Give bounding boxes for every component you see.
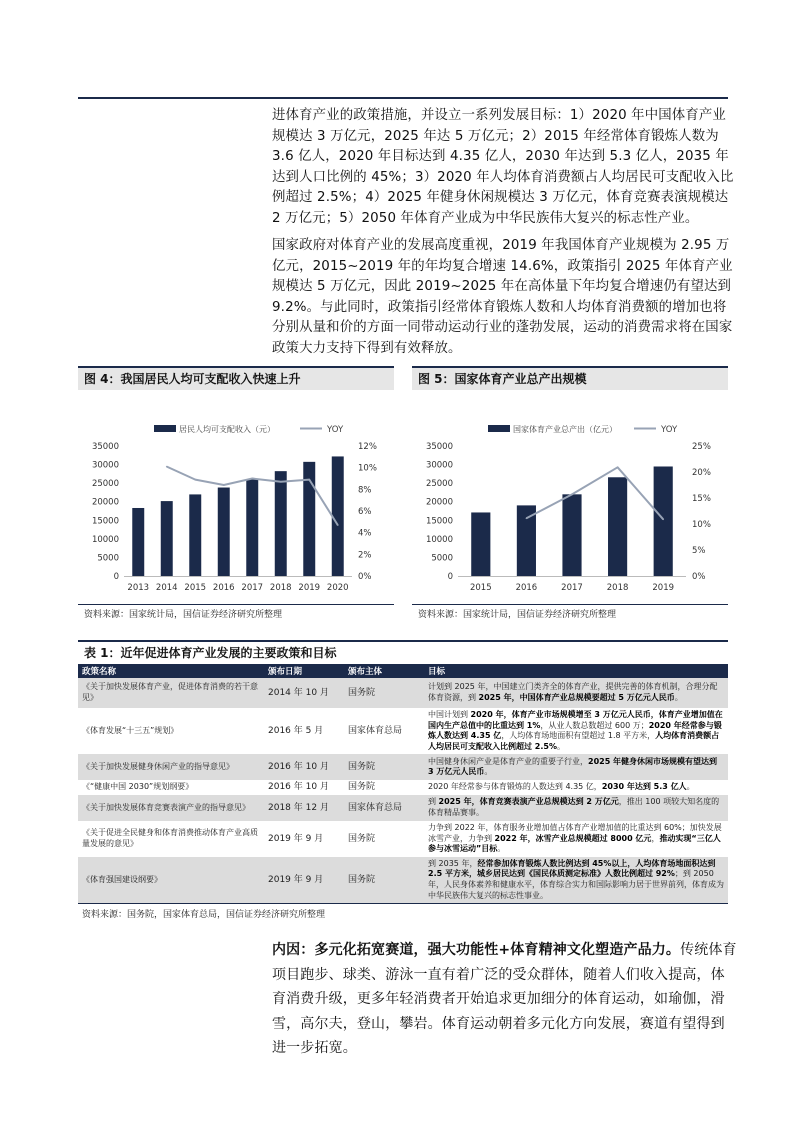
figure-4-chart [78,390,394,600]
bar [189,494,201,576]
bar [608,477,627,576]
x-tick-label: 2015 [469,583,492,593]
bar [161,501,173,576]
y-left-tick-label: 35000 [425,442,453,452]
goal-cell [424,754,728,780]
bottom-paragraph-body: 传统体育项目跑步、球类、游泳一直有着广泛的受众群体，随着人们收入提高，体育消费升级，更多年轻消费者开始追求更加细分的体育运动，如瑜伽，滑雪，高尔夫，登山，攀岩。体育运动朝着多元化方向发展，赛道有望得到进一步拓宽。 [272,942,737,1056]
y-left-tick-label: 20000 [425,497,453,508]
x-tick-label: 2019 [652,583,675,593]
y-left-tick-label: 10000 [425,534,453,545]
x-tick-label: 2018 [269,583,292,593]
goal-text: 到 [428,797,439,807]
table-source: 资料来源：国务院，国家体育总局，国信证券经济研究所整理 [78,903,728,923]
policy-paragraph: 国家政府对体育产业的发展高度重视，2019 年我国体育产业规模为 2.95 万亿元，2015~2019 年的年均复合增速 14.6%，政策指引 2025 年体育产业规模达 5 万亿元，因此 2019~2025 年在高体量下年均复合增速仍有望达到 9.2%。与此同时，政策指引经常体育锻炼人数和人均体育消费额的增加也将分别从量和价的方面一同带动运动行业的蓬勃发展，运动的消费需求将在国家政策大力支持下得到有效释放。 [272,238,733,356]
yoy-point [617,467,619,469]
policy-name-cell: 《关于加快发展体育产业，促进体育消费的若干意见》 [78,678,264,708]
issuer-cell: 国家体育总局 [348,725,403,736]
x-tick-label: 2016 [212,583,235,593]
header-issuer: 颁布主体 [344,664,424,678]
bar [332,456,344,576]
y-right-tick-label: 12% [358,442,377,452]
yoy-point [571,494,573,496]
bar [275,471,287,576]
policy-name-cell: 《关于促进全民健身和体育消费推动体育产业高质量发展的意见》 [82,828,258,848]
y-right-tick-label: 10% [358,463,377,474]
x-tick-label: 2018 [606,583,629,593]
bar [218,488,230,576]
goal-text: 。 [556,741,565,751]
bottom-paragraph [272,938,738,1061]
y-right-tick-label: 8% [358,485,372,496]
x-tick-label: 2013 [127,583,150,593]
bottom-paragraph-lead: 内因：多元化拓宽赛道，强大功能性+体育精神文化塑造产品力。 [272,942,681,958]
x-tick-label: 2016 [515,583,538,593]
goal-text: 2020 年经常参与体育锻炼的人数达到 4.35 亿， [428,782,602,792]
y-right-tick-label: 4% [358,528,372,539]
goal-text: ，从业人数总数超过 600 万； [540,720,649,730]
legend-bar-swatch [488,425,510,432]
goal-text: 到 2035 年， [428,858,478,868]
y-left-tick-label: 25000 [425,479,453,490]
y-left-tick-label: 0 [447,572,453,582]
date-cell: 2016 年 10 月 [264,754,344,780]
figure-5-chart [412,390,728,600]
goal-cell [424,708,728,754]
goal-highlight: 人均体育消费额占人均居民可支配收入比例超过 2.5% [428,731,720,751]
header-goal: 目标 [424,664,728,678]
bar [654,466,673,576]
x-tick-label: 2020 [326,583,349,593]
goal-text: 计划到 2025 年，中国建立门类齐全的体育产业，提供完善的体育机制，合理分配体育资源，到 [428,682,718,702]
policy-name-cell: 《关于加快发展健身休闲产业的指导意见》 [78,754,264,780]
goal-cell [424,678,728,708]
policy-name-cell: 《“健康中国 2030”规划纲要》 [82,782,194,792]
issuer-cell: 国务院 [344,857,424,903]
issuer-cell: 国家体育总局 [344,795,424,821]
intro-paragraph: 进体育产业的政策措施，并设立一系列发展目标：1）2020 年中国体育产业规模达 3 万亿元，2025 年达 5 万亿元；2）2015 年经常体育锻炼人数为 3.6 亿人，2020 年目标达到 4.35 亿人，2030 年达到 5.3 亿人，2035 年达到人口比例的 45%；3）2020 年人均体育消费额占人均居民可支配收入比例超过 2.5%；4）2025 年健身休闲规模达 3 万亿元，体育竞赛表演规模达 2 万亿元；5）2050 年体育产业成为中华民族伟大复兴的标志性产业。 [272,108,734,226]
header-date: 颁布日期 [264,664,344,678]
table-row [78,857,728,903]
x-tick-label: 2015 [184,583,207,593]
goal-cell [424,795,728,821]
header-policy-name: 政策名称 [78,664,264,678]
y-right-tick-label: 10% [692,520,711,530]
y-left-tick-label: 30000 [91,460,119,471]
bar [471,512,490,576]
table-row [78,821,728,857]
yoy-point [662,519,664,521]
goal-text: 中国计划到 [428,710,471,719]
y-left-tick-label: 25000 [91,479,119,490]
date-cell: 2019 年 9 月 [264,857,344,903]
goal-text: 。 [686,782,695,792]
y-left-tick-label: 10000 [91,534,119,545]
y-left-tick-label: 15000 [425,516,453,527]
yoy-point [308,479,310,481]
goal-cell [424,821,728,857]
y-left-tick-label: 35000 [91,442,119,452]
issuer-cell: 国务院 [344,754,424,780]
bar [517,505,536,576]
policy-name-cell: 《体育发展“十三五”规划》 [82,725,179,735]
goal-highlight: 2030 年达到 5.3 亿人 [601,782,687,792]
table-row [78,780,728,795]
goal-highlight: 经常参加体育锻炼人数比例达到 45%以上，人均体育场地面积达到 2.5 平方米，城乡居民达到《国民体质测定标准》人数比例超过 92% [428,858,716,879]
table-row [78,708,728,754]
x-tick-label: 2017 [241,583,264,593]
y-left-tick-label: 5000 [431,553,453,564]
figure-5-source: 资料来源：国家统计局，国信证券经济研究所整理 [418,610,617,620]
y-right-tick-label: 0% [692,572,706,582]
yoy-line [526,467,663,519]
y-right-tick-label: 5% [692,546,706,556]
issuer-cell: 国务院 [348,833,376,844]
issuer-cell: 国务院 [344,678,424,708]
goal-highlight: 2025 年，中国体育产业总规模要超过 5 万亿元人民币 [478,693,675,702]
y-right-tick-label: 6% [358,507,372,517]
y-right-tick-label: 15% [692,494,711,504]
legend-line-label: YOY [661,425,678,435]
x-tick-label: 2019 [298,583,321,593]
goal-text: ；到 2050 年，人民身体素养和健康水平，体育综合实力和国际影响力居于世界前列，体育成为中华民族伟大复兴的标志性事业。 [428,869,724,900]
figure-4-source: 资料来源：国家统计局，国信证券经济研究所整理 [84,610,283,620]
goal-highlight: 2020 年，体育产业市场规模增至 3 万亿元人民币，体育产业增加值在国内生产总值中的比重达到 1% [428,710,723,730]
goal-text: ，推出 100 项较大知名度的体育精品赛事。 [428,797,720,817]
y-left-tick-label: 0 [113,572,119,582]
yoy-point [223,484,225,486]
table-row [78,795,728,821]
policy-table [78,664,728,903]
date-cell: 2014 年 10 月 [264,678,344,708]
y-right-tick-label: 25% [692,442,711,452]
y-left-tick-label: 15000 [91,516,119,527]
table-title: 表 1：近年促进体育产业发展的主要政策和目标 [78,640,728,664]
bar [562,494,581,576]
yoy-point [280,481,282,483]
table-row [78,754,728,780]
date-cell: 2016 年 10 月 [268,782,329,793]
y-right-tick-label: 0% [358,572,372,582]
issuer-cell: 国务院 [348,782,376,793]
policy-table-section [78,640,728,923]
goal-text: 。 [484,767,493,777]
policy-name-cell: 《关于加快发展体育竞赛表演产业的指导意见》 [78,795,264,821]
goal-cell [424,780,728,795]
header-rule [78,97,728,99]
goal-highlight: 2020 年经常参与锻炼人数达到 4.35 亿 [428,720,722,741]
goal-highlight: 2022 年，冰雪产业总规模超过 8000 亿元 [494,833,652,843]
goal-highlight: 2025 年健身休闲市场规模有望达到 3 万亿元人民币 [428,756,718,777]
legend-bar-label: 国家体育产业总产出（亿元） [513,425,617,434]
goal-text: ， [651,833,660,843]
date-cell: 2019 年 9 月 [268,833,324,844]
goal-text: 。 [674,693,683,702]
bar [132,508,144,576]
yoy-point [526,517,528,519]
goal-text: 力争到 2022 年，体育服务业增加值占体育产业增加值的比重达到 60%；加快发展冰雪产业，力争到 [428,822,722,843]
yoy-point [194,479,196,481]
figure-4 [78,366,394,620]
legend-line-label: YOY [327,425,344,435]
goal-text: ，人均体育场地面积有望超过 1.8 平方米， [501,731,656,741]
y-left-tick-label: 30000 [425,460,453,471]
bar [246,480,258,576]
goal-highlight: 2025 年，体育竞赛表演产业总规模达到 2 万亿元 [438,797,619,807]
yoy-point [337,524,339,526]
x-tick-label: 2017 [561,583,583,593]
goal-highlight: 推动实现“三亿人参与冰雪运动”目标 [428,833,721,854]
policy-name-cell: 《体育强国建设纲要》 [78,857,264,903]
goal-text: 中国健身休闲产业是体育产业的重要子行业， [428,756,588,766]
figure-5-title: 图 5：国家体育产业总产出规模 [412,366,728,390]
table-header-row [78,664,728,678]
date-cell: 2016 年 5 月 [268,725,324,736]
y-left-tick-label: 5000 [97,553,119,564]
date-cell: 2018 年 12 月 [264,795,344,821]
y-left-tick-label: 20000 [91,497,119,508]
yoy-point [251,478,253,480]
yoy-point [166,466,168,468]
y-right-tick-label: 20% [692,468,711,478]
goal-cell [424,857,728,903]
y-right-tick-label: 2% [358,550,372,561]
legend-bar-label: 居民人均可支配收入（元） [179,425,275,434]
legend-bar-swatch [154,425,176,432]
figure-5 [412,366,728,620]
table-row [78,678,728,708]
x-tick-label: 2014 [155,583,178,593]
goal-text: 。 [497,844,506,854]
figure-4-title: 图 4：我国居民人均可支配收入快速上升 [78,366,394,390]
